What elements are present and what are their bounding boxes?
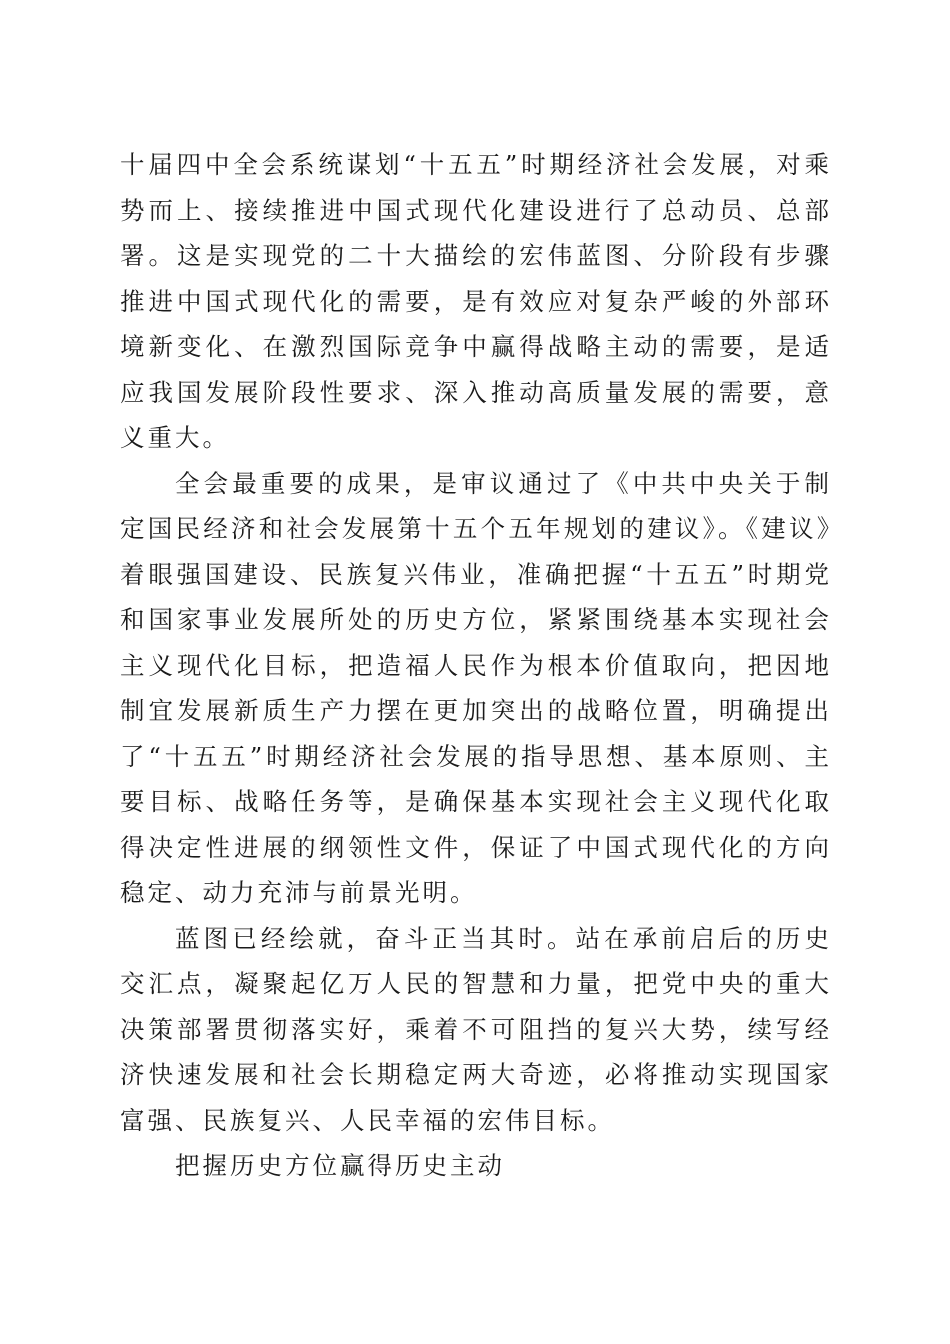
paragraph-blueprint: 蓝图已经绘就，奋斗正当其时。站在承前启后的历史交汇点，凝聚起亿万人民的智慧和力量，把党中央的重大决策部署贯彻落实好，乘着不可阻挡的复兴大势，续写经济快速发展和社会长期稳定两大奇迹，必将推动实现国家富强、民族复兴、人民幸福的宏伟目标。 xyxy=(120,923,832,1135)
document-body xyxy=(120,142,832,1189)
paragraph-plenary-achievement: 全会最重要的成果，是审议通过了《中共中央关于制定国民经济和社会发展第十五个五年规划的建议》。《建议》着眼强国建设、民族复兴伟业，准确把握“十五五”时期党和国家事业发展所处的历史方位，紧紧围绕基本实现社会主义现代化目标，把造福人民作为根本价值取向，把因地制宜发展新质生产力摆在更加突出的战略位置，明确提出了“十五五”时期经济社会发展的指导思想、基本原则、主要目标、战略任务等，是确保基本实现社会主义现代化取得决定性进展的纲领性文件，保证了中国式现代化的方向稳定、动力充沛与前景光明。 xyxy=(120,468,832,907)
section-subheading: 把握历史方位赢得历史主动 xyxy=(175,1151,505,1180)
paragraph-continued: 十届四中全会系统谋划“十五五”时期经济社会发展，对乘势而上、接续推进中国式现代化建设进行了总动员、总部署。这是实现党的二十大描绘的宏伟蓝图、分阶段有步骤推进中国式现代化的需要，是有效应对复杂严峻的外部环境新变化、在激烈国际竞争中赢得战略主动的需要，是适应我国发展阶段性要求、深入推动高质量发展的需要，意义重大。 xyxy=(120,150,832,452)
